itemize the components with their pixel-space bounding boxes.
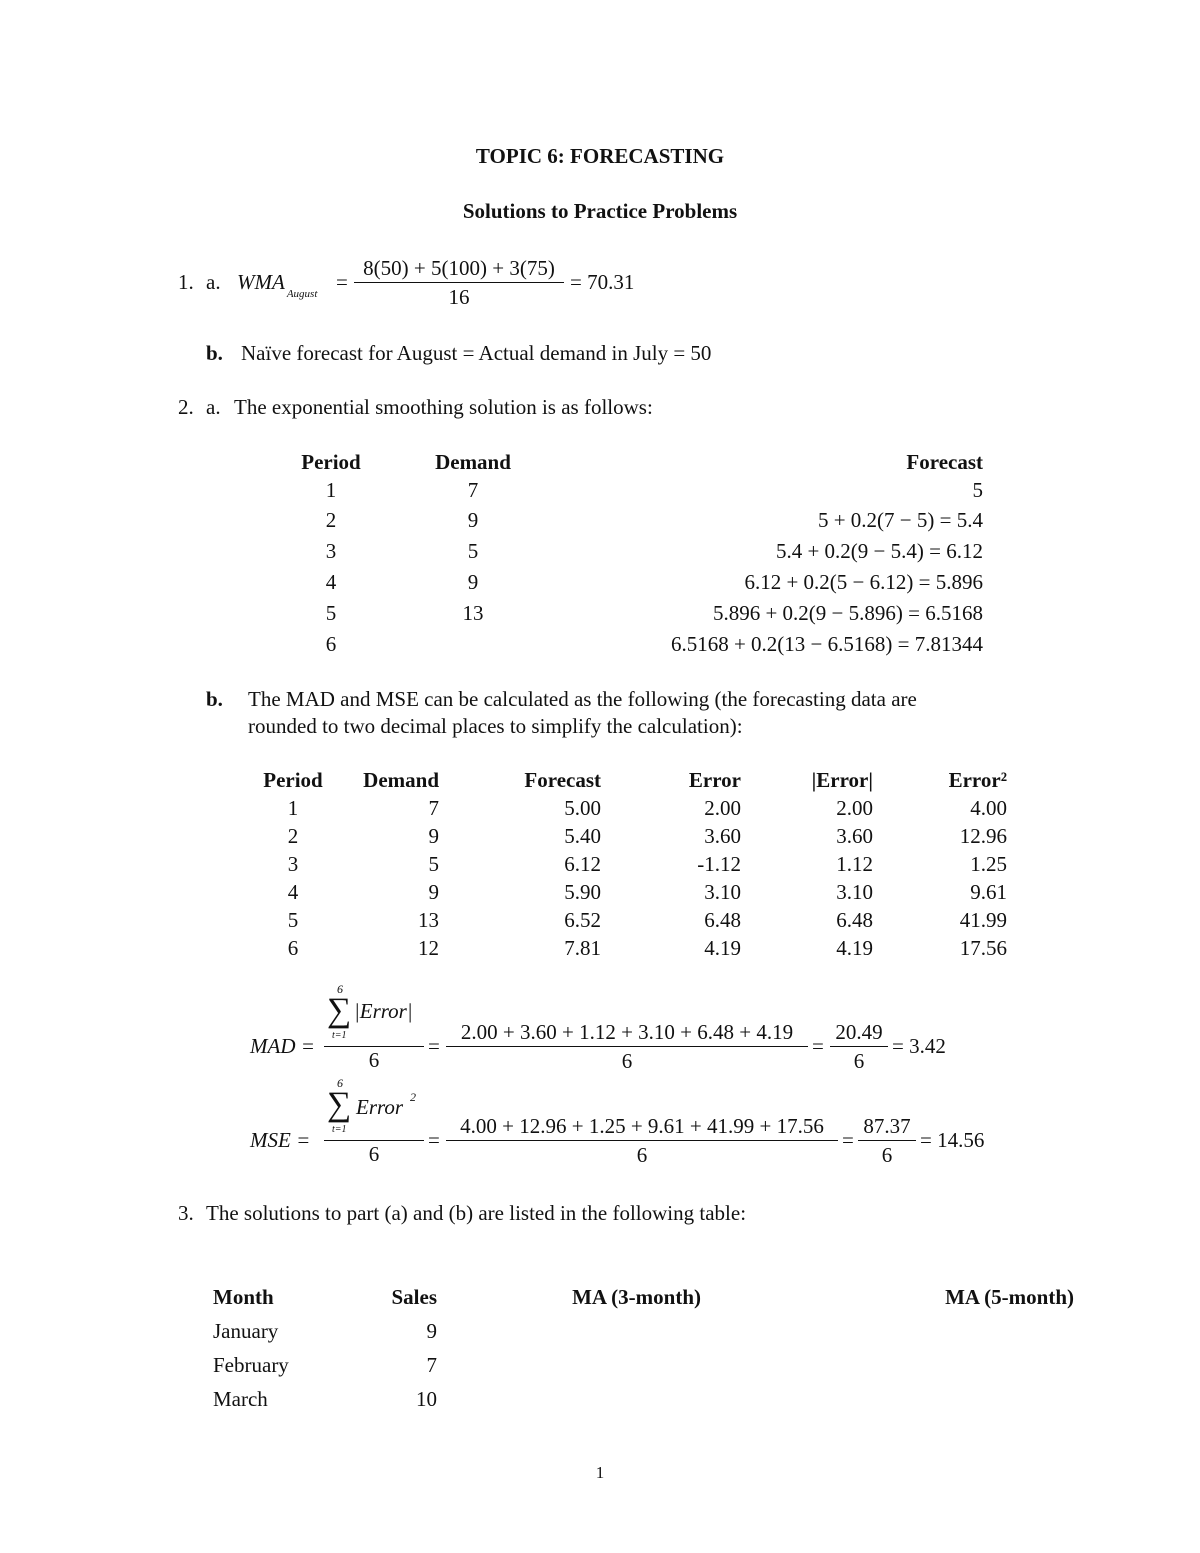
fraction-bar bbox=[858, 1140, 916, 1141]
table-cell: 3 bbox=[287, 852, 299, 876]
mad-denominator-3: 6 bbox=[853, 1049, 865, 1073]
table-row bbox=[280, 566, 984, 597]
table-cell: 13 bbox=[418, 908, 439, 932]
table-row bbox=[248, 850, 1008, 878]
table-cell bbox=[438, 1314, 702, 1348]
table-cell: 7 bbox=[426, 1353, 437, 1377]
moving-average-table bbox=[212, 1280, 1075, 1416]
table-row bbox=[248, 822, 1008, 850]
wma-symbol: WMA bbox=[237, 270, 285, 294]
table-row bbox=[212, 1348, 1075, 1382]
table-cell: 6.48 bbox=[704, 908, 741, 932]
fraction-bar bbox=[354, 282, 564, 283]
table-cell: 12.96 bbox=[959, 824, 1007, 848]
table-cell: -1.12 bbox=[697, 852, 741, 876]
table-cell: 6.52 bbox=[564, 908, 601, 932]
sum-upper-limit: 6 bbox=[337, 1076, 343, 1090]
table-cell: 1.25 bbox=[970, 852, 1007, 876]
table-cell: 5.00 bbox=[564, 796, 601, 820]
mse-lhs: MSE = bbox=[250, 1128, 311, 1152]
table-cell: 6.12 + 0.2(5 − 6.12) = 5.896 bbox=[744, 569, 983, 594]
mad-sum-numerator bbox=[324, 982, 424, 1047]
col-header-sales: Sales bbox=[391, 1285, 437, 1309]
table-cell: 6.12 bbox=[564, 852, 601, 876]
mad-total-fraction bbox=[830, 1019, 888, 1074]
mse-denominator: 6 bbox=[368, 1142, 380, 1166]
error-table bbox=[248, 766, 1008, 962]
table-row bbox=[212, 1314, 1075, 1348]
table-cell: 6.5168 + 0.2(13 − 6.5168) = 7.81344 bbox=[670, 631, 983, 656]
table-cell: January bbox=[213, 1319, 279, 1343]
table-row bbox=[280, 476, 984, 504]
table-cell: March bbox=[213, 1387, 268, 1411]
table-cell: February bbox=[213, 1353, 289, 1377]
table-cell: 9 bbox=[467, 507, 479, 532]
table-cell bbox=[702, 1348, 1075, 1382]
mad-total: 20.49 bbox=[835, 1020, 883, 1044]
fraction-bar bbox=[446, 1140, 838, 1141]
table-cell bbox=[702, 1314, 1075, 1348]
page-number: 1 bbox=[595, 1463, 605, 1482]
mad-lhs: MAD = bbox=[250, 1034, 315, 1058]
table-cell bbox=[438, 1348, 702, 1382]
table-cell: 3.10 bbox=[836, 880, 873, 904]
table-cell: 5 + 0.2(7 − 5) = 5.4 bbox=[817, 507, 983, 532]
wma-fraction bbox=[354, 255, 564, 310]
mse-numerator: 4.00 + 12.96 + 1.25 + 9.61 + 41.99 + 17.56 bbox=[460, 1114, 824, 1138]
q1-number: 1. bbox=[178, 270, 194, 294]
table-row bbox=[248, 934, 1008, 962]
q2-b-text-line1: The MAD and MSE can be calculated as the following (the forecasting data are bbox=[248, 687, 917, 711]
table-cell: 3 bbox=[325, 538, 337, 563]
q1-b-label: b. bbox=[206, 341, 223, 365]
col-header-demand: Demand bbox=[435, 450, 511, 474]
mse-sum-expansion bbox=[446, 1113, 838, 1168]
col-header-period: Period bbox=[301, 450, 361, 474]
table-cell: 1 bbox=[287, 796, 299, 820]
col-header-month: Month bbox=[213, 1285, 274, 1309]
table-cell: 9 bbox=[426, 1319, 437, 1343]
table-cell: 3.60 bbox=[704, 824, 741, 848]
mse-sum-fraction bbox=[324, 1076, 424, 1167]
q1-b-text: Naïve forecast for August = Actual demand in July = 50 bbox=[241, 341, 712, 365]
mad-sum-expansion bbox=[446, 1019, 808, 1074]
table-cell: 5 bbox=[428, 852, 439, 876]
col-header-period: Period bbox=[263, 768, 323, 792]
q3-text: The solutions to part (a) and (b) are listed in the following table: bbox=[206, 1201, 747, 1225]
table-row bbox=[248, 794, 1008, 822]
sum-lower-limit: t=1 bbox=[332, 1030, 347, 1041]
mad-denominator-2: 6 bbox=[621, 1049, 633, 1073]
table-cell: 9 bbox=[467, 569, 479, 594]
table-cell: 5.4 + 0.2(9 − 5.4) = 6.12 bbox=[775, 538, 983, 563]
col-header-demand: Demand bbox=[363, 768, 439, 792]
mse-total-fraction bbox=[858, 1113, 916, 1168]
table-cell: 2 bbox=[287, 824, 299, 848]
table-cell: 6 bbox=[325, 631, 337, 656]
col-header-squared-error: Error² bbox=[948, 768, 1007, 792]
col-header-ma3: MA (3-month) bbox=[572, 1285, 701, 1309]
table-cell: 1 bbox=[325, 478, 337, 502]
table-cell: 4 bbox=[287, 880, 299, 904]
sum-term: |Error| bbox=[354, 999, 413, 1023]
mad-result: = 3.42 bbox=[892, 1034, 946, 1058]
wma-denominator: 16 bbox=[448, 285, 470, 309]
q3-number: 3. bbox=[178, 1201, 194, 1225]
mse-denominator-2: 6 bbox=[636, 1143, 648, 1167]
table-cell: 3.10 bbox=[704, 880, 741, 904]
sigma-icon: ∑ bbox=[327, 1086, 352, 1123]
col-header-forecast: Forecast bbox=[524, 768, 601, 792]
table-cell: 3.60 bbox=[836, 824, 873, 848]
table-cell bbox=[382, 628, 564, 659]
table-cell: 5.896 + 0.2(9 − 5.896) = 6.5168 bbox=[712, 600, 983, 625]
mse-equals-1: = bbox=[428, 1128, 440, 1152]
q1-a-label: a. bbox=[206, 270, 221, 294]
table-cell: 7 bbox=[428, 796, 439, 820]
table-row bbox=[248, 906, 1008, 934]
table-cell: 5 bbox=[467, 538, 479, 563]
q2-a-text: The exponential smoothing solution is as follows: bbox=[234, 395, 653, 419]
table-row bbox=[212, 1382, 1075, 1416]
table-cell bbox=[438, 1382, 702, 1416]
col-header-ma5: MA (5-month) bbox=[945, 1285, 1074, 1309]
table-cell: 17.56 bbox=[959, 936, 1007, 960]
table-cell: 4.19 bbox=[836, 936, 873, 960]
table-row bbox=[280, 504, 984, 535]
wma-numerator: 8(50) + 5(100) + 3(75) bbox=[363, 256, 555, 280]
wma-lhs bbox=[237, 269, 317, 299]
smoothing-table bbox=[280, 448, 984, 659]
page-subtitle: Solutions to Practice Problems bbox=[462, 199, 738, 223]
table-cell: 13 bbox=[462, 600, 484, 625]
q2-b-text-line2: rounded to two decimal places to simplify the calculation): bbox=[248, 714, 743, 738]
sum-term: Error bbox=[356, 1095, 404, 1119]
table-cell: 5.40 bbox=[564, 824, 601, 848]
sum-upper-limit: 6 bbox=[337, 982, 343, 996]
mse-denominator-3: 6 bbox=[881, 1143, 893, 1167]
table-cell: 9 bbox=[428, 880, 439, 904]
table-cell: 6.48 bbox=[836, 908, 873, 932]
col-header-forecast: Forecast bbox=[906, 450, 983, 474]
wma-result: = 70.31 bbox=[570, 270, 635, 294]
q2-a-label: a. bbox=[206, 395, 221, 419]
col-header-error: Error bbox=[688, 768, 741, 792]
table-cell: 12 bbox=[418, 936, 439, 960]
fraction-bar bbox=[446, 1046, 808, 1047]
mad-sum-fraction bbox=[324, 982, 424, 1073]
q2-number: 2. bbox=[178, 395, 194, 419]
table-cell: 5 bbox=[287, 908, 299, 932]
mse-equals-2: = bbox=[842, 1128, 854, 1152]
table-row bbox=[280, 628, 984, 659]
table-cell: 1.12 bbox=[836, 852, 873, 876]
sum-lower-limit: t=1 bbox=[332, 1124, 347, 1135]
q2-b-label: b. bbox=[206, 687, 223, 711]
page-title: TOPIC 6: FORECASTING bbox=[475, 144, 725, 168]
table-cell: 5.90 bbox=[564, 880, 601, 904]
mad-equals-2: = bbox=[812, 1034, 824, 1058]
table-cell: 7 bbox=[467, 478, 479, 502]
table-cell: 41.99 bbox=[959, 908, 1007, 932]
sum-power: 2 bbox=[410, 1090, 416, 1104]
table-cell: 2.00 bbox=[836, 796, 873, 820]
table-cell: 5 bbox=[325, 600, 337, 625]
table-cell: 6 bbox=[287, 936, 299, 960]
table-cell: 9.61 bbox=[970, 880, 1007, 904]
table-cell: 2 bbox=[325, 507, 337, 532]
table-cell: 5 bbox=[972, 478, 983, 502]
wma-subscript: August bbox=[286, 288, 318, 300]
fraction-bar bbox=[830, 1046, 888, 1047]
table-cell: 7.81 bbox=[564, 936, 601, 960]
table-row bbox=[280, 597, 984, 628]
mse-result: = 14.56 bbox=[920, 1128, 985, 1152]
mad-equals-1: = bbox=[428, 1034, 440, 1058]
table-cell: 4 bbox=[325, 569, 337, 594]
table-cell: 10 bbox=[416, 1387, 437, 1411]
mse-sum-numerator bbox=[324, 1076, 424, 1141]
wma-equals: = bbox=[336, 270, 348, 294]
mad-denominator: 6 bbox=[368, 1048, 380, 1072]
table-cell: 2.00 bbox=[704, 796, 741, 820]
table-cell: 9 bbox=[428, 824, 439, 848]
table-cell: 4.00 bbox=[970, 796, 1007, 820]
sigma-icon: ∑ bbox=[327, 992, 352, 1029]
mad-numerator: 2.00 + 3.60 + 1.12 + 3.10 + 6.48 + 4.19 bbox=[460, 1020, 794, 1044]
table-cell: 4.19 bbox=[704, 936, 741, 960]
col-header-abs-error: |Error| bbox=[811, 768, 873, 792]
table-row bbox=[248, 878, 1008, 906]
mse-total: 87.37 bbox=[863, 1114, 911, 1138]
table-cell bbox=[702, 1382, 1075, 1416]
table-row bbox=[280, 535, 984, 566]
